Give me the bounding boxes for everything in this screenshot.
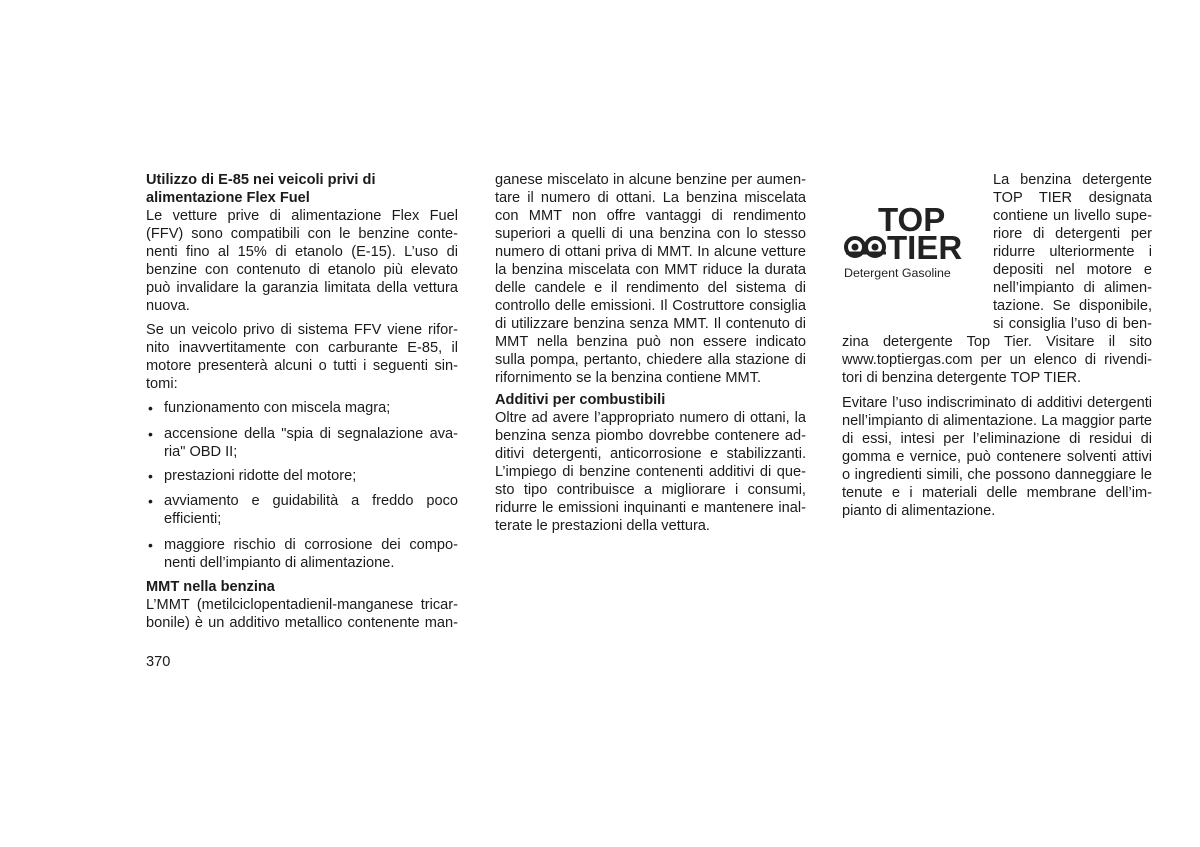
- list-item: funzionamento con miscela magra;: [164, 400, 391, 416]
- text-line: nito inavvertitamente con carburante E-85, il: [146, 340, 458, 356]
- text-line: Le vetture prive di alimentazione Flex Fuel: [146, 208, 458, 224]
- text-line: La benzina detergente: [993, 172, 1152, 188]
- text-line: di essi, intesi per l’eliminazione di residui di: [842, 431, 1152, 447]
- list-item: avviamento e guidabilità a freddo poco: [164, 493, 458, 509]
- text-line: MMT nella benzina può non essere indicato: [495, 334, 806, 350]
- section-heading: Additivi per combustibili: [495, 392, 666, 408]
- logo-tagline: Detergent Gasoline: [844, 266, 951, 280]
- text-line: depositi nel motore e: [993, 262, 1152, 278]
- text-line: può invalidare la garanzia limitata della vettura: [146, 280, 458, 296]
- text-line: TOP TIER designata: [993, 190, 1152, 206]
- top-tier-logo: [842, 201, 982, 281]
- text-line: terate le prestazioni della vettura.: [495, 518, 710, 534]
- text-line: superiori a quelli di una benzina con lo stesso: [495, 226, 806, 242]
- text-line: ridurre ulteriormente i: [993, 244, 1152, 260]
- text-line: benzine con contenuto di etanolo più elevato: [146, 262, 458, 278]
- text-line: tenute e i materiali delle membrane dell’im-: [842, 485, 1152, 501]
- bullet-icon: •: [148, 493, 153, 509]
- swirl-icon: [846, 238, 886, 256]
- text-line: si consiglia l’uso di ben-: [993, 316, 1152, 332]
- list-item: ria" OBD II;: [164, 444, 238, 460]
- bullet-icon: •: [148, 400, 153, 416]
- list-item: efficienti;: [164, 511, 222, 527]
- text-line: tori di benzina detergente TOP TIER.: [842, 370, 1082, 386]
- text-line: nell’impianto di alimen-: [993, 280, 1152, 296]
- text-line: tomi:: [146, 376, 178, 392]
- list-item: prestazioni ridotte del motore;: [164, 468, 357, 484]
- text-line: gomma e vernice, può contenere solventi attivi: [842, 449, 1152, 465]
- text-line: motore presenterà alcuni o tutti i seguenti sin-: [146, 358, 458, 374]
- text-line: la benzina miscelata con MMT riduce la durata: [495, 262, 806, 278]
- page-number: 370: [146, 654, 171, 670]
- logo-text-top: TOP: [878, 201, 946, 238]
- text-line: L’MMT (metilciclopentadienil-manganese tricar-: [146, 597, 458, 613]
- text-line: rifornimento se la benzina contiene MMT.: [495, 370, 762, 386]
- text-line: o ingredienti simili, che possono danneggiare le: [842, 467, 1152, 483]
- text-line: Evitare l’uso indiscriminato di additivi detergenti: [842, 395, 1152, 411]
- text-line: controllo delle emissioni. Il Costruttore consiglia: [495, 298, 806, 314]
- text-line: bonile) è un additivo metallico contenente man-: [146, 615, 458, 631]
- text-line: riore di detergenti per: [993, 226, 1152, 242]
- text-line: www.toptiergas.com per un elenco di rivendi-: [842, 352, 1152, 368]
- text-line: Se un veicolo privo di sistema FFV viene rifor-: [146, 322, 458, 338]
- text-line: (FFV) sono compatibili con le benzine conte-: [146, 226, 458, 242]
- section-heading: alimentazione Flex Fuel: [146, 190, 310, 206]
- text-line: tare il numero di ottani. La benzina miscelata: [495, 190, 806, 206]
- list-item: accensione della "spia di segnalazione ava-: [164, 426, 458, 442]
- logo-text-tier: TIER: [887, 229, 963, 266]
- list-item: nenti dell’impianto di alimentazione.: [164, 555, 395, 571]
- text-line: delle candele e il rendimento del sistema di: [495, 280, 806, 296]
- text-line: ganese miscelato in alcune benzine per aumen-: [495, 172, 806, 188]
- section-heading: MMT nella benzina: [146, 579, 275, 595]
- text-line: ditivi detergenti, anticorrosione e stabilizzanti.: [495, 446, 806, 462]
- text-line: sulla pompa, pertanto, chiedere alla stazione di: [495, 352, 806, 368]
- text-line: benzina senza piombo dovrebbe contenere ad-: [495, 428, 806, 444]
- bullet-icon: •: [148, 426, 153, 442]
- text-line: pianto di alimentazione.: [842, 503, 996, 519]
- text-line: L’impiego di benzine contenenti additivi di que-: [495, 464, 806, 480]
- text-line: Oltre ad avere l’appropriato numero di ottani, la: [495, 410, 806, 426]
- text-line: nuova.: [146, 298, 190, 314]
- bullet-icon: •: [148, 537, 153, 553]
- section-heading: Utilizzo di E-85 nei veicoli privi di: [146, 172, 376, 188]
- text-line: con MMT non offre vantaggi di rendimento: [495, 208, 806, 224]
- text-line: nenti fino al 15% di etanolo (E-15). L’uso di: [146, 244, 458, 260]
- text-line: numero di ottani priva di MMT. In alcune vetture: [495, 244, 806, 260]
- text-line: ridurre le emissioni inquinanti e mantenere inal-: [495, 500, 806, 516]
- text-line: tazione. Se disponibile,: [993, 298, 1152, 314]
- text-line: zina detergente Top Tier. Visitare il sito: [842, 334, 1152, 350]
- text-line: sto tipo contribuisce a migliorare i consumi,: [495, 482, 806, 498]
- bullet-icon: •: [148, 468, 153, 484]
- text-line: nell’impianto di alimentazione. La maggior parte: [842, 413, 1152, 429]
- list-item: maggiore rischio di corrosione dei compo-: [164, 537, 458, 553]
- text-line: contiene un livello supe-: [993, 208, 1152, 224]
- text-line: di utilizzare benzina senza MMT. Il contenuto di: [495, 316, 806, 332]
